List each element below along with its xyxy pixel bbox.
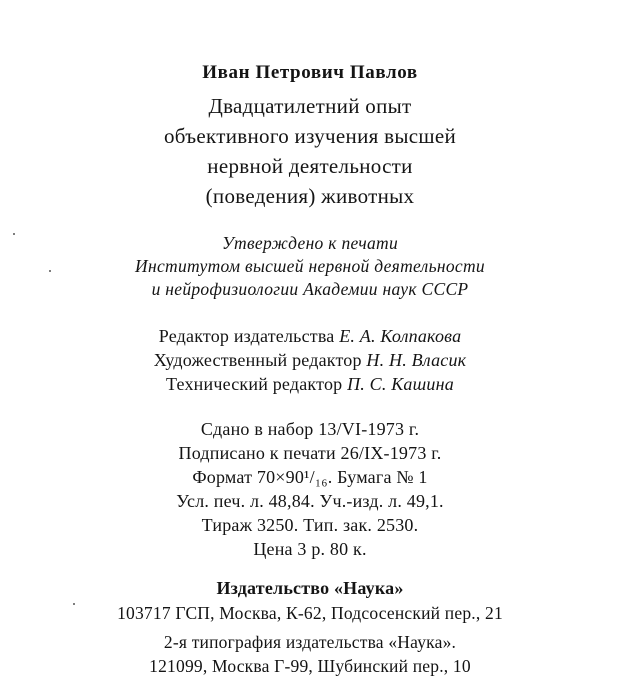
spec-line-sheets: Усл. печ. л. 48,84. Уч.-изд. л. 49,1.: [176, 491, 444, 511]
print-speck: [49, 270, 51, 272]
staff-line-art-editor: [0, 349, 620, 371]
spec-line-price: Цена 3 р. 80 к.: [253, 539, 367, 559]
staff-role: Редактор издательства: [158, 326, 335, 346]
print-speck: [73, 603, 75, 605]
printer-address: 121099, Москва Г-99, Шубинский пер., 10: [149, 656, 471, 676]
approval-line-3: и нейрофизиологии Академии наук СССР: [151, 279, 469, 299]
spec-line-format: Формат 70×90¹/₁₆. Бумага № 1: [192, 467, 428, 487]
staff-role: Художественный редактор: [153, 350, 362, 370]
approval-line-1: Утверждено к печати: [221, 233, 399, 253]
spec-line-print-run: Тираж 3250. Тип. зак. 2530.: [201, 515, 419, 535]
staff-line-tech-editor: [0, 373, 620, 395]
author-name: Иван Петрович Павлов: [202, 62, 418, 83]
staff-name: Н. Н. Власик: [366, 350, 467, 370]
print-speck: [13, 233, 15, 235]
staff-line-editor: [0, 325, 620, 347]
staff-role: Технический редактор: [166, 374, 343, 394]
staff-name: П. С. Кашина: [347, 374, 454, 394]
title-line-2: объективного изучения высшей: [163, 124, 456, 148]
spec-line-typeset: Сдано в набор 13/VI-1973 г.: [200, 419, 420, 439]
spec-line-signed: Подписано к печати 26/IX-1973 г.: [178, 443, 442, 463]
publisher-address: 103717 ГСП, Москва, К-62, Подсосенский пер., 21: [117, 603, 503, 623]
title-line-4: (поведения) животных: [205, 184, 415, 208]
publisher-name: Издательство «Наука»: [216, 578, 404, 598]
printer-name: 2-я типография издательства «Наука».: [163, 632, 457, 652]
staff-name: Е. А. Колпакова: [339, 326, 462, 346]
title-line-1: Двадцатилетний опыт: [208, 94, 412, 118]
approval-line-2: Институтом высшей нервной деятельности: [135, 256, 485, 276]
title-line-3: нервной деятельности: [207, 154, 413, 178]
